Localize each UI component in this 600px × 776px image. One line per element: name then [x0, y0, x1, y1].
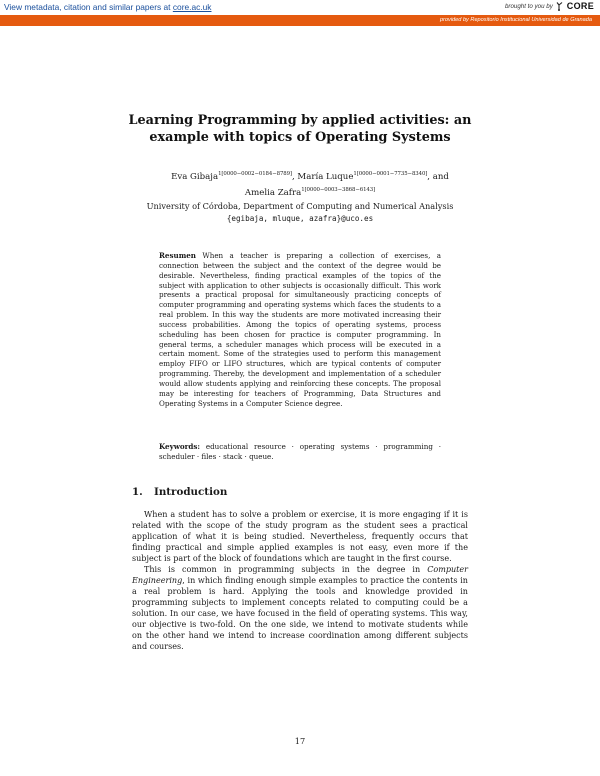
abstract-text: When a teacher is preparing a collection of exercises, a connection between the subject and the context of the degree would be desirable. Nevertheless, finding practical examples of the topics of the subject with application to other subjects is occasionally difficult. This work presents a practical proposal for simultaneously practicing concepts of computer programming and operating systems which faces the students to a real problem. In this way the students are more motivated increasing their success probabilities. Among the topics of operating systems, process scheduling has been chosen for practice is computer programming. In general terms, a scheduler manages which process will be executed in a certain moment. Some of the strategies used to perform this management employ FIFO or LIFO structures, which are typical contents of computer programming. Thereby, the development and implementation of a scheduler would allow students applying and reinforcing these concepts. The proposal may be interesting for teachers of Programming, Data Structures and Operating Systems in a Computer Science degree. — [159, 251, 441, 408]
author-emails: {egibaja, mluque, azafra}@uco.es — [226, 213, 374, 223]
author-list: Eva Gibaja$^{1[0000-0002-0184-8789]}$, María Luque$^{1[0000-0001-7735-8340]}$, and Amelia Zafra$^{1[0000-0003-3868-6143]}$ — [171, 171, 449, 198]
provided-by-text[interactable]: provided by Repositorio Institucional Universidad de Granada — [439, 16, 592, 23]
paper-title — [90, 112, 510, 146]
core-banner — [0, 0, 600, 27]
brought-to-you[interactable] — [505, 1, 594, 11]
abstract-label: Resumen — [159, 251, 196, 260]
author-1-orcid: 1[0000−0002−0184−8789] — [218, 171, 292, 177]
para2-italic: Computer Engineering — [132, 565, 468, 586]
author-2-orcid: 1[0000−0001−7735−8340] — [353, 171, 428, 177]
author-3-orcid: 1[0000−0003−3868−6143] — [301, 186, 376, 193]
title-line-2: example with topics of Operating Systems — [149, 130, 451, 145]
affiliation: University of Córdoba, Department of Computing and Numerical Analysis — [146, 201, 454, 211]
author-1-name: Eva Gibaja — [171, 172, 219, 182]
section-title: Introduction — [154, 486, 228, 498]
section-heading — [132, 486, 227, 498]
page-number: 17 — [294, 736, 306, 746]
intro-paragraph-1: When a student has to solve a problem or exercise, it is more engaging if it is related with the scope of the study program as the student sees a practical application of what it is being studied. Nevertheless, frequently occurs that finding practical and simple applied examples is not easy, even more if the subject is part of the block of foundations which are taught in the first course. — [132, 510, 468, 564]
title-line-1: Learning Programming by applied activities: an — [128, 113, 472, 128]
keywords-label: Keywords: — [159, 442, 201, 451]
core-logo-icon — [556, 1, 565, 11]
keywords-text: educational resource · operating systems · programming · scheduler · files · stack · queue. — [159, 442, 441, 461]
affiliation-block — [110, 201, 490, 224]
author-2-name: María Luque — [297, 172, 354, 182]
para2-rest: , in which finding enough simple examples to practice the contents in a real problem is hard. Applying the tools and knowledge provided in programming subjects to implement concepts related to computing could be a solution. In our case, we have focused in the field of operating systems. This way, our objective is two-fold. On the one side, we intend to motivate students while on the other hand we intend to increase coordination among different subjects and courses. — [132, 576, 468, 652]
core-logo — [556, 1, 594, 11]
abstract — [159, 251, 441, 409]
section-number: 1. — [132, 486, 143, 498]
brought-by-text: brought to you by — [504, 2, 553, 10]
view-metadata-link[interactable] — [4, 2, 211, 12]
banner-top-strip — [0, 0, 600, 15]
author-and: , and — [427, 172, 449, 182]
keywords — [159, 442, 441, 462]
para2-start: This is common in programming subjects in the degree in — [144, 565, 428, 574]
banner-link-prefix: View metadata, citation and similar papers at — [4, 2, 173, 12]
intro-paragraph-2 — [132, 564, 468, 652]
core-site-link[interactable]: core.ac.uk — [172, 2, 212, 12]
author-3-name: Amelia Zafra — [244, 187, 302, 198]
core-wordmark: CORE — [566, 1, 594, 11]
provider-bar — [0, 15, 600, 26]
